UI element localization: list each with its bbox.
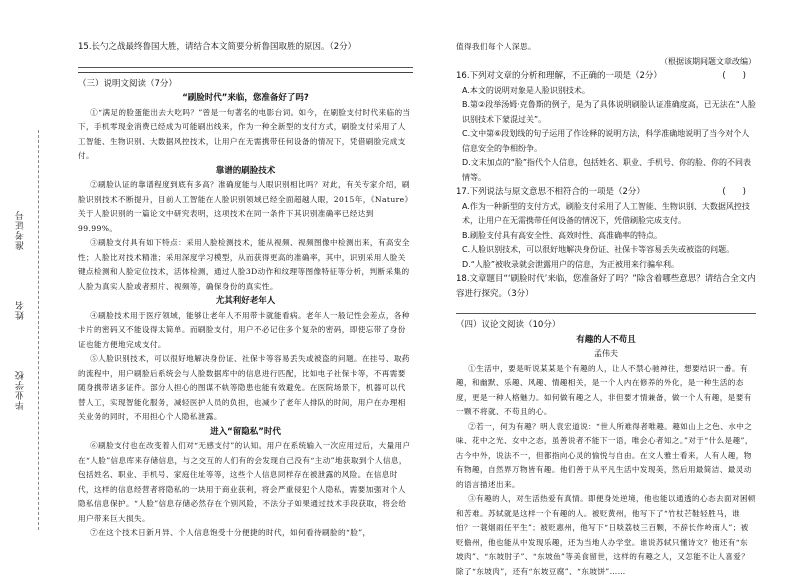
option-17-a: A.作为一种新型的支付方式，刷脸支付采用了人工智能、生物识别、大数据风控技术，让用户在无需携带任何设备的情况下，凭借刷脸完成支付。 — [462, 201, 750, 225]
question-15: 15.长勺之战最终鲁国大胜，请结合本文简要分析鲁国取胜的原因。（2分） — [78, 42, 357, 52]
option-16-b: B.第②段举汤姆·克鲁斯的例子，是为了具体说明刷脸认证准确度高，已无法在“人脸识别技术下蒙混过关”。 — [462, 100, 756, 124]
paragraph-5: ⑤人脸识别技术，可以很好地解决身份证、社保卡等容易丢失或被盗的问题。在挂号、取药的流程中，用户刷脸后系统会与人脸数据库中的信息进行匹配，比如电子社保卡等，不再需要随身携带诸多证件。部分人担心的图谋不轨等隐患也能有效避免。在医院场景下，机器可以代替人工，实现智能化服务，减轻医护人员的负担，也减少了老年人排队的时间，用户在办理相关业务的同时，不用担心个人隐私泄露。 — [78, 354, 410, 421]
option-16-c: C.文中第⑥段划线的句子运用了作诠释的说明方法，科学准确地说明了当今对个人信息安全的争相纷争。 — [462, 129, 750, 153]
subheading-reliable-tech: 靠谱的刷脸技术 — [215, 165, 276, 176]
answer-bracket-17[interactable]: ( ) — [722, 187, 746, 197]
subheading-elderly: 尤其利好老年人 — [215, 296, 276, 306]
subheading-privacy: 进入“留隐私”时代 — [210, 426, 281, 437]
option-17-b: B.刷脸支付具有高安全性、高效时性、高准确率的特点。 — [462, 230, 663, 240]
essay-title: 有趣的人不苟且 — [576, 334, 636, 345]
paragraph-1: ①“满足的脸蛋能出去大吃吗？”曾是一句著名的电影台词。如今，在刷脸支付时代来临的当下，手机零现金消费已经成为可能刷出线来，作为一种全新型的支付方式，刷脸支付采用了人工智能、生物识别、大数据风控技术，让用户在无需携带任何设备的情况下，凭借刷脸完成支付。 — [78, 107, 411, 160]
essay-paragraph-3: ③有趣的人，对生活热爱有真情。即便身处逆境，他也能以通透的心态去面对困顿和苦难。苏轼就是这样一个有趣的人。被贬黄州，他写下了“竹杖芒鞋轻胜马，谁怕？一蓑烟雨任平生”；被贬惠州，他写下“日啖荔枝三百颗，不辞长作岭南人”；被贬儋州，他也能从中发现乐趣，还为当地人办学堂。谁说苏轼只懂诗文？他还有“东坡肉”、“东坡肘子”、“东坡鱼”等美食留世，这样的有趣之人，又怎能不让人喜爱？除了“东坡肉”，还有“东坡豆腐”、“东坡饼”…… — [456, 494, 756, 576]
section-divider — [78, 72, 413, 73]
essay-paragraph-1: ①生活中，要是听说某某是个有趣的人，让人不禁心驰神往，想要结识一番。有趣，和幽默、乐趣、风趣、情趣相关，是一个人内在修养的外化，是一种生活的态度，更是一种人格魅力。如何做有趣之人，非但要才情兼备，做一个人有趣，是要有一颗不将就、不苟且的心。 — [456, 363, 752, 416]
article-title: “刷脸时代”来临，您准备好了吗? — [182, 93, 309, 103]
name-label: 姓名 — [16, 300, 26, 320]
binding-line — [38, 130, 39, 530]
paragraph-2: ②刷脸认证的靠谱程度到底有多高？准确度能与人眼识别相比吗？对此，有关专家介绍，刷脸识别技术不断提升，目前人工智能在人脸识别领域已经全面超越人眼，2015年，《Nature》关于人脸识别的一篇论文中研究表明，这项技术在同一条件下其识别准确率已经达到99.99%。 — [78, 180, 413, 233]
question-18: 18.文章题目“‘刷脸时代’来临，您准备好了吗？”除含着哪些意思？请结合全文内容进行探究。（3分） — [456, 274, 756, 299]
binding-margin — [0, 0, 52, 560]
paragraph-7: ⑦在这个技术日新月异、个人信息饱受十分便捷的时代，如何看待刷脸的“脸”， — [90, 528, 371, 537]
essay-paragraph-2: ②若一，何为有趣？明人袁宏道说：“世人所难得者唯趣。趣如山上之色、水中之味、花中之光、女中之态，虽善说者不能下一语，唯会心者知之。”对于“什么是趣”，古今中外，说法不一，但都指向心灵的愉悦与自由。在文人雅士看来，人有人趣，物有物趣，自然界万物皆有趣。他们善于从平凡生活中发现美，然后用最简洁、最灵动的语言描述出来。 — [456, 421, 753, 489]
question-17-text: 17.下列说法与原文意思不相符合的一项是（2分） — [456, 187, 645, 197]
continued-text: 值得我们每个人深思。 — [456, 42, 536, 51]
school-label: 毕业学校 — [16, 370, 26, 410]
exam-number-label: 准考证号 — [16, 210, 26, 250]
option-16-d: D.文末加点的“脸”指代个人信息，包括姓名、职业、手机号、你的脸、你的不同表情等。 — [462, 158, 751, 182]
answer-bracket-16[interactable]: ( ) — [722, 71, 746, 81]
right-column — [456, 40, 756, 579]
left-column — [78, 40, 413, 541]
answer-line-18[interactable] — [456, 303, 756, 314]
essay-author: 孟伟夫 — [594, 349, 618, 358]
section-3-title: （三）说明文阅读（7分） — [78, 78, 177, 89]
answer-line-15[interactable] — [78, 57, 413, 68]
question-16-text: 16.下列对文章的分析和理解，不正确的一项是（2分） — [456, 71, 662, 81]
option-17-d: D.“人脸”被收录就会泄露用户的信息，为正被用来行骗牟利。 — [462, 259, 679, 269]
source-note: （根据该期间题文章改编） — [660, 56, 756, 66]
question-16 — [456, 69, 756, 84]
option-17-c: C.人脸识别技术，可以很好地解决身份证、社保卡等容易丢失或被盗的问题。 — [462, 245, 735, 254]
paragraph-4: ④刷脸技术用于医疗领域，能够让老年人不用带卡就能看病。老年人一般记性会差点，各种卡片的密码又不能设得太简单。而刷脸支付，用户不必记住多个复杂的密码，即使忘带了身份证也能方便地完成支付。 — [78, 310, 410, 349]
section-4-title: （四）议论文阅读（10分） — [456, 320, 561, 330]
question-17 — [456, 185, 756, 200]
paragraph-6: ⑥刷脸支付也在改变着人们对“无感支付”的认知。用户在系统输入一次应用过后，大量用户在“人脸”信息库来存储信息，与之交互的人们有的会发现自己没有“主动”地获取到个人信息，包括姓名、职业、手机号、家庭住址等等，这些个人信息同样存在被泄露的风险。在信息时代，这样的信息经营者将隐私的一块用于商业获利，将会严重侵犯个人隐私，需要加强对个人隐私信息保护。“人脸”信息存储必然存在个别风险，不法分子如果通过技术手段获取，将会给用户带来巨大损失。 — [78, 441, 411, 523]
option-16-a: A.本文的说明对象是人脸识别技术。 — [462, 85, 590, 95]
paragraph-3: ③刷脸支付具有如下特点：采用人脸检测技术，能从视频、视频图像中检测出来，有高安全性；人脸比对技术精准；采用深度学习模型，从而获得更高的准确率，其中，识别采用人脸关键点检测和人脸定位技术，活体检测，通过人脸3D动作和纹理等图像特征等分析，判断采集的人脸为真实人脸或者照片、视频等，确保身份的真实性。 — [78, 238, 410, 291]
